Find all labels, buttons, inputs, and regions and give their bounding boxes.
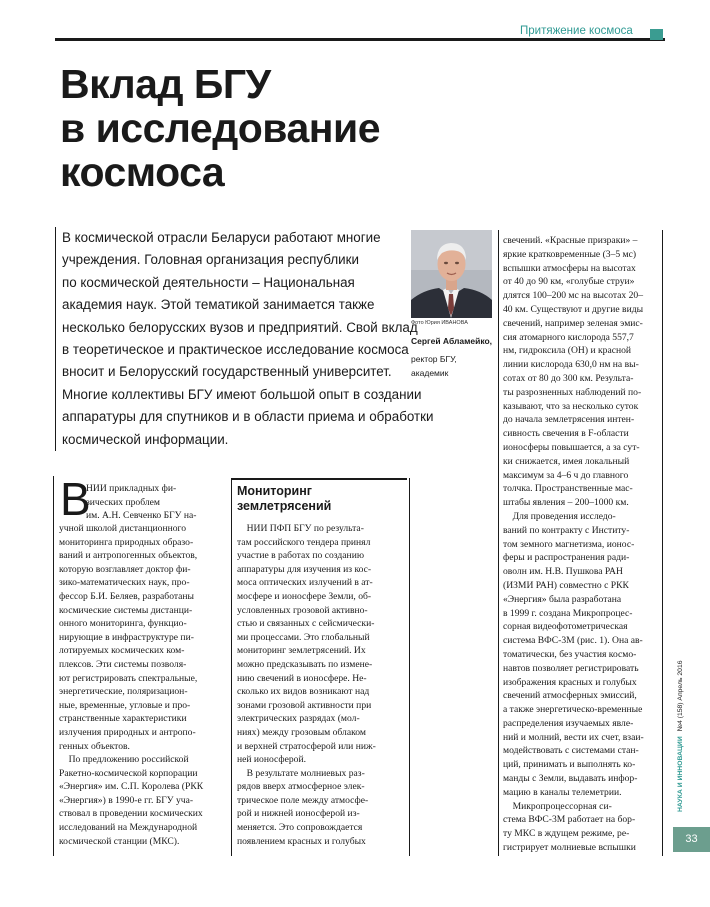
text-line: толчка. Пространственные мас-	[503, 483, 633, 495]
text-line: меняется. Это сопровождается	[237, 822, 363, 834]
text-line: казывают, что за несколько суток	[503, 400, 639, 412]
text-line: космической станции (МКС).	[59, 835, 180, 847]
text-line: странственные характеристики	[59, 713, 187, 725]
portrait-photo	[411, 230, 492, 318]
text-line: Для проведения исследо-	[503, 510, 616, 522]
text-line: от 40 до 90 км, «голубые струи»	[503, 276, 635, 288]
text-line: мониторинга природных образо-	[59, 536, 194, 548]
text-line: онного мониторинга, функцио-	[59, 618, 187, 630]
text-line: манды с Земли, выдавать инфор-	[503, 773, 638, 785]
text-line: НИИ прикладных фи-	[86, 483, 177, 494]
column-rule	[662, 230, 663, 856]
text-line: вспышки атмосферы на высотах	[503, 262, 636, 274]
text-line: свечений. «Красные призраки» –	[503, 235, 638, 246]
text-line: рой и нижней ионосферой из-	[237, 808, 360, 820]
text-line: зических проблем	[86, 496, 160, 508]
text-line: свечений, например зеленая эмис-	[503, 317, 643, 329]
text-line: томатически, без участия космо-	[503, 648, 637, 660]
text-line: генных объектов.	[59, 740, 130, 752]
lead-line: учреждения. Головная организация республики	[62, 252, 359, 268]
title-line: в исследование	[60, 105, 381, 151]
text-line: ту МКС в ждущем режиме, ре-	[503, 828, 630, 840]
drop-cap: В	[60, 473, 91, 525]
text-line: сорная видеофотометрическая	[503, 621, 628, 633]
column-1-intro	[86, 482, 196, 523]
text-line: электрических разрядах (мол-	[237, 713, 360, 725]
article-title	[60, 62, 380, 194]
magazine-footer	[677, 552, 684, 812]
text-line: феры и распространения ради-	[503, 552, 630, 564]
text-line: рядов вверх атмосферное элек-	[237, 781, 365, 793]
text-line: ваний и антропогенных объектов,	[59, 550, 198, 562]
caption-role-line: академик	[411, 367, 449, 378]
text-line: оволн им. Н.В. Пушкова РАН	[503, 566, 623, 578]
text-line: мониторинг землетрясений. Их	[237, 645, 366, 657]
text-line: «Энергия» им. С.П. Королева (РКК	[59, 781, 204, 793]
lead-line: В космической отрасли Беларуси работают многие	[62, 230, 381, 245]
text-line: ций, принимать и выполнять ко-	[503, 759, 636, 771]
column-rule	[231, 478, 232, 856]
text-line: учной школой дистанционного	[59, 523, 187, 534]
portrait-image	[411, 230, 492, 318]
text-line: космические системы дистанци-	[59, 604, 193, 616]
text-line: моса оптических излучений в ат-	[237, 577, 373, 589]
text-line: и верхней стратосферой или ниж-	[237, 740, 376, 752]
text-line: ваний по контракту с Институ-	[503, 524, 630, 536]
text-line: ки снижается, имея локальный	[503, 455, 630, 467]
subheading-line: землетрясений	[237, 499, 332, 513]
text-line: нирующие в инфраструктуре пи-	[59, 631, 194, 643]
text-line: ствовал в проведении космических	[59, 808, 203, 820]
text-line: зонами грозовой активности при	[237, 699, 372, 711]
text-line: появлением красных и голубых	[237, 835, 366, 847]
text-line: ниях) между грозовым облаком	[237, 726, 366, 738]
text-line: которую возглавляет доктор фи-	[59, 563, 191, 575]
text-line: исследований на Международной	[59, 822, 198, 834]
text-line: нию свечений в ионосфере. Не-	[237, 672, 367, 684]
text-line: энергетические, поляризацион-	[59, 686, 188, 698]
text-line: ней ионосферой.	[237, 754, 307, 766]
magazine-name: НАУКА И ИННОВАЦИИ	[677, 736, 684, 812]
text-line: штабы явления – 200–1000 км.	[503, 497, 629, 509]
text-line: сия атомарного кислорода 557,7	[503, 331, 634, 343]
lead-line: несколько белорусских вузов и предприятий. Свой вклад	[62, 319, 418, 335]
text-line: Ракетно-космической корпорации	[59, 767, 198, 779]
text-line: свечений атмосферных эмиссий,	[503, 690, 637, 702]
column-rule	[53, 476, 54, 856]
lead-line: по космической деятельности – Национальная	[62, 274, 355, 290]
text-line: ми процессами. Это глобальный	[237, 631, 370, 643]
text-line: «Энергия» была разработана	[503, 593, 622, 605]
text-line: В результате молниевых раз-	[237, 767, 365, 779]
text-line: можно предсказывать по измене-	[237, 658, 373, 670]
text-line: зико-математических наук, про-	[59, 577, 190, 589]
text-line: том земного магнетизма, ионос-	[503, 538, 635, 550]
text-line: длятся 100–200 мс на высотах 20–	[503, 290, 644, 302]
text-line: ний и молний, вести их счет, взаи-	[503, 731, 644, 743]
text-line: сивность свечения в F-области	[503, 428, 629, 440]
photo-credit: Фото Юрия ИВАНОВА	[411, 320, 468, 326]
text-line: трическое поле между атмосфе-	[237, 794, 369, 806]
column-1-text	[59, 522, 203, 848]
text-line: участие в работах по созданию	[237, 550, 364, 562]
text-line: там российского тендера принял	[237, 536, 371, 548]
lead-line: академия наук. Этой тематикой занимается также	[62, 297, 375, 313]
subheading	[237, 484, 331, 514]
lead-line: аппаратуры для спутников и в области приема и обработки	[62, 409, 434, 425]
text-line: стью и связанных с сейсмически-	[237, 618, 375, 630]
issue-info: №4 (158) Апрель 2016	[677, 660, 684, 732]
text-line: 40 км. Существуют и другие виды	[503, 303, 644, 315]
column-3-text	[503, 234, 644, 855]
text-line: (ИЗМИ РАН) совместно с РКК	[503, 579, 629, 591]
text-line: система ВФС-3М (рис. 1). Она ав-	[503, 635, 643, 647]
text-line: аппаратуры для изучения из кос-	[237, 563, 372, 575]
text-line: максимум за 4–6 ч до главного	[503, 469, 629, 481]
text-line: стема ВФС-3М работает на бор-	[503, 814, 636, 826]
caption-role	[411, 353, 457, 380]
caption-name: Сергей Абламейко,	[411, 336, 493, 346]
section-label: Притяжение космоса	[520, 25, 633, 37]
text-line: а также энергетическо-временные	[503, 704, 643, 716]
text-line: в 1999 г. создана Микропроцес-	[503, 607, 633, 619]
column-rule	[409, 478, 410, 856]
text-line: навтов позволяет регистрировать	[503, 662, 639, 674]
text-line: изображения красных и голубых	[503, 676, 637, 688]
text-line: излучения природных и антропо-	[59, 726, 196, 738]
text-line: ют регистрировать спектральные,	[59, 672, 198, 684]
text-line: плексов. Эти системы позволя-	[59, 658, 187, 670]
text-line: яркие кратковременные (3–5 мс)	[503, 248, 637, 260]
subhead-rule	[231, 478, 407, 480]
column-2-text	[237, 522, 376, 848]
text-line: условленных грозовой активно-	[237, 604, 368, 616]
text-line: Микропроцессорная си-	[503, 800, 612, 812]
text-line: фессор Б.И. Беляев, разработаны	[59, 590, 195, 602]
section-marker	[650, 29, 663, 40]
text-line: По предложению российской	[59, 754, 189, 766]
text-line: лотируемых космических ком-	[59, 645, 185, 657]
text-line: до начала землетрясения интен-	[503, 414, 635, 426]
text-line: распределения изучаемых явле-	[503, 717, 634, 729]
text-line: мацию в каналы телеметрии.	[503, 786, 622, 798]
header-rule	[55, 38, 665, 41]
text-line: ты разрозненных наблюдений по-	[503, 386, 642, 398]
text-line: сотах от 80 до 300 км. Результа-	[503, 372, 634, 384]
lead-line: вносит и Белорусский государственный университет.	[62, 364, 392, 380]
subheading-line: Мониторинг	[237, 484, 312, 498]
lead-line: космической информации.	[62, 431, 229, 447]
title-line: космоса	[60, 149, 225, 195]
text-line: мосфере и ионосфере Земли, об-	[237, 590, 372, 602]
text-line: НИИ ПФП БГУ по результа-	[237, 523, 364, 534]
lead-line: Многие коллективы БГУ имеют большой опыт в создании	[62, 386, 422, 402]
text-line: ные, временные, угловые и про-	[59, 699, 191, 711]
caption-role-line: ректор БГУ,	[411, 354, 457, 364]
page-number: 33	[673, 827, 710, 852]
text-line: «Энергия») в 1990-е гг. БГУ уча-	[59, 794, 194, 806]
text-line: гистрирует молниевые вспышки	[503, 842, 636, 854]
text-line: линии кислорода 630,0 нм на вы-	[503, 359, 639, 371]
text-line: ионосферы повышается, а за сут-	[503, 441, 640, 453]
text-line: сколько их видов возникают над	[237, 686, 370, 698]
text-line: им. А.Н. Севченко БГУ на-	[86, 510, 197, 522]
column-rule	[498, 230, 499, 856]
text-line: нм, гидроксила (ОН) и красной	[503, 345, 632, 357]
text-line: модействовать с системами стан-	[503, 745, 639, 757]
lead-line: в теоретическое и практическое исследование космоса	[62, 342, 409, 358]
title-line: Вклад БГУ	[60, 61, 271, 107]
